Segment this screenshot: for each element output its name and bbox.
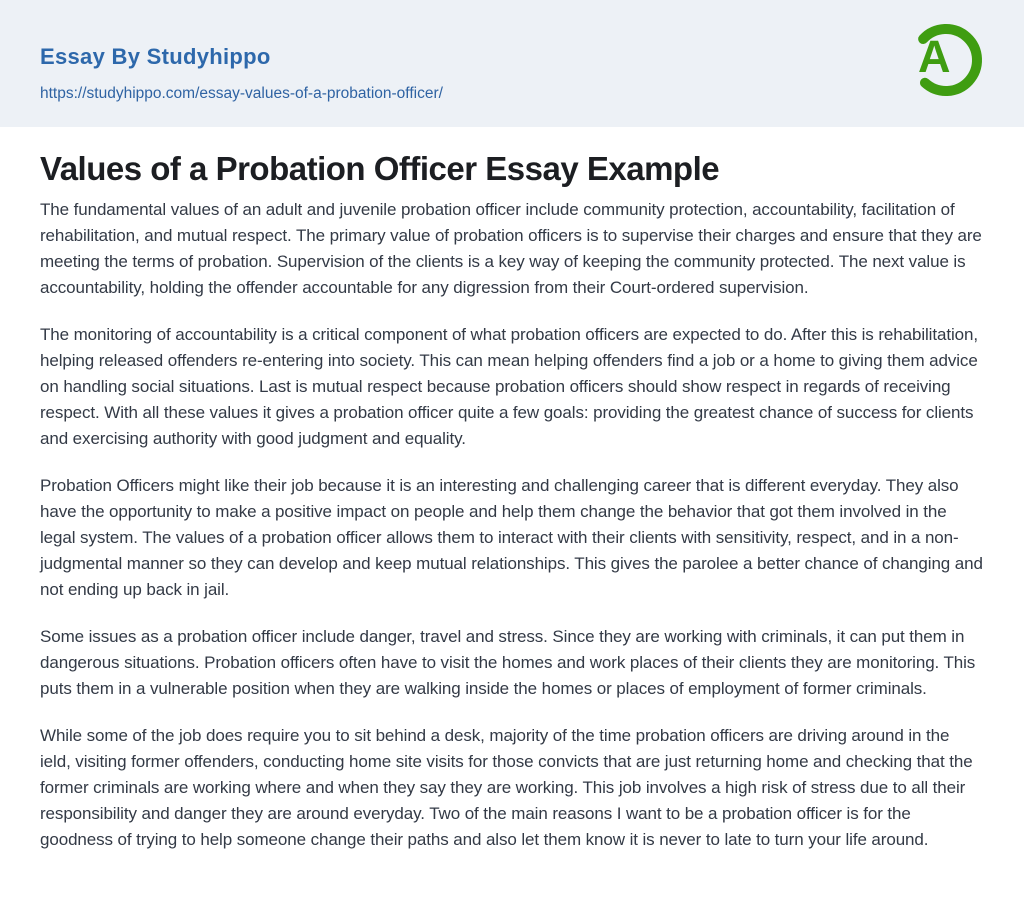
essay-paragraph-4: Some issues as a probation officer include danger, travel and stress. Since they are working with criminals, it can put them in dangerous situations. Probation officers often have to visit the homes and work places of their clients they are monitoring. This puts them in a vulnerable position when they are walking inside the homes or places of employment of former criminals. xyxy=(40,627,976,698)
logo-letter: A xyxy=(918,31,951,82)
essay-paragraph-2: The monitoring of accountability is a critical component of what probation officers are expected to do. After this is rehabilitation, helping released offenders re-entering into society. This can mean helping offenders find a job or a home to giving them advice on handling social situations. Last is mutual respect because probation officers should show respect in regards of receiving respect. With all these values it gives a probation officer quite a few goals: providing the greatest chance of success for clients and exercising authority with good judgment and equality. xyxy=(40,325,978,448)
page-header xyxy=(0,0,1024,127)
byline: Essay By Studyhippo xyxy=(40,44,271,69)
essay-content xyxy=(0,150,1024,853)
essay-paragraph-3: Probation Officers might like their job because it is an interesting and challenging career that is different everyday. They also have the opportunity to make a positive impact on people and help them change the behavior that got them involved in the legal system. The values of a probation officer allows them to interact with their clients with sensitivity, respect, and in a non-judgmental manner so they can develop and keep mutual relationships. This gives the parolee a better chance of changing and not ending up back in jail. xyxy=(40,476,983,599)
essay-paragraph-1: The fundamental values of an adult and juvenile probation officer include community protection, accountability, facilitation of rehabilitation, and mutual respect. The primary value of probation officers is to supervise their charges and ensure that they are meeting the terms of probation. Supervision of the clients is a key way of keeping the community protected. The next value is accountability, holding the offender accountable for any digression from their Court-ordered supervision. xyxy=(40,200,982,297)
source-url-link[interactable]: https://studyhippo.com/essay-values-of-a-probation-officer/ xyxy=(40,85,443,102)
essay-paragraph-5: While some of the job does require you to sit behind a desk, majority of the time probation officers are driving around in the ield, visiting former offenders, conducting home site visits for those convicts that are just returning home and checking that the former criminals are working where and when they say they are working. This job involves a high risk of stress due to all their responsibility and danger they are around everyday. Two of the main reasons I want to be a probation officer is for the goodness of trying to help someone change their paths and also let them know it is never to late to turn your life around. xyxy=(40,726,973,849)
studyhippo-logo xyxy=(907,21,985,99)
essay-title: Values of a Probation Officer Essay Example xyxy=(40,150,720,187)
